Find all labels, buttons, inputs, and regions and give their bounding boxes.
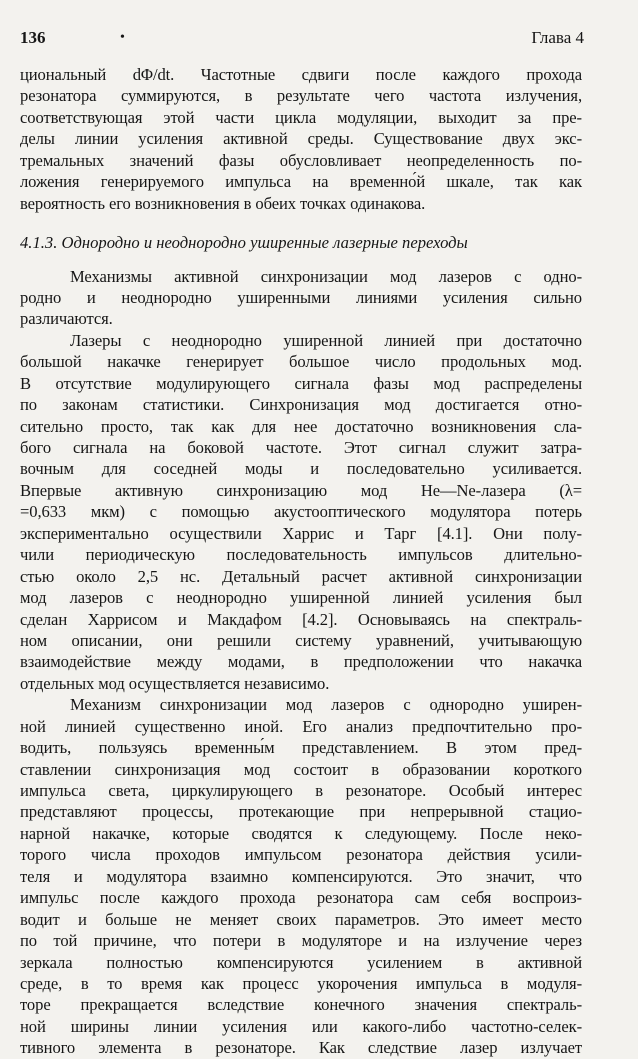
text-line: соответствующая этой части цикла модуляции, выходит за пре- <box>20 107 582 127</box>
text-line: торе прекращается вследствие конечного значения спектраль- <box>20 995 582 1015</box>
text-line: сделан Харрисом и Макдафом [4.2]. Основываясь на спектраль- <box>20 609 582 629</box>
text-line: импульс после каждого прохода резонатора сам себя воспроиз- <box>20 888 582 908</box>
text-line: делы линии усиления активной среды. Существование двух экс- <box>20 129 582 149</box>
text-line: теля и модулятора взаимно компенсируются. Это значит, что <box>20 866 582 886</box>
text-line: =0,633 мкм) с помощью акустооптического модулятора потерь <box>20 502 582 522</box>
text-line: Механизм синхронизации мод лазеров с однородно уширен- <box>70 695 582 715</box>
text-line: водить, пользуясь временны́м представлением. В этом пред- <box>20 738 582 758</box>
text-line: родно и неоднородно уширенными линиями усиления сильно <box>20 287 582 307</box>
text-line: В отсутствие модулирующего сигнала фазы мод распределены <box>20 373 582 393</box>
text-line: тивного элемента в резонаторе. Как следствие лазер излучает <box>20 1038 582 1058</box>
text-line: Лазеры с неоднородно уширенной линией при достаточно <box>70 330 582 350</box>
text-line: резонатора суммируются, в результате чего частота излучения, <box>20 86 582 106</box>
text-line: ставлении синхронизация мод состоит в образовании короткого <box>20 759 582 779</box>
text-line: торого числа проходов импульсом резонатора действия усили- <box>20 845 582 865</box>
text-line: ложения генерируемого импульса на временно́й шкале, так как <box>20 172 582 192</box>
text-line: импульса света, циркулирующего в резонаторе. Особый интерес <box>20 781 582 800</box>
text-line: Впервые активную синхронизацию мод He—Ne-лазера (λ= <box>20 480 582 500</box>
text-line: бого сигнала на боковой частоте. Этот сигнал служит затра- <box>20 438 582 457</box>
text-line: ной линией существенно иной. Его анализ предпочтительно про- <box>20 716 582 736</box>
text-line: по той причине, что потери в модуляторе и на излучение через <box>20 931 582 951</box>
text-line: циональный dΦ/dt. Частотные сдвиги после каждого прохода <box>20 65 582 84</box>
paragraph-4 <box>20 694 582 1058</box>
text-line: тремальных значений фазы обусловливает неопределенность по- <box>20 150 582 170</box>
text-line: стью около 2,5 нс. Детальный расчет активной синхронизации <box>20 566 582 586</box>
text-line: различаются. <box>20 309 113 329</box>
text-line: мод лазеров с неоднородно уширенной линией усиления был <box>20 588 582 608</box>
page-number: 136 <box>20 28 46 47</box>
text-line: Механизмы активной синхронизации мод лазеров с одно- <box>70 266 582 286</box>
text-line: водит и больше не меняет своих параметров. Это имеет место <box>20 909 582 929</box>
header-dot: • <box>120 30 125 45</box>
text-line: отдельных мод осуществляется независимо. <box>20 673 330 693</box>
text-line: вероятность его возникновения в обеих точках одинакова. <box>20 193 426 213</box>
text-line: вочным для соседней моды и последовательно усиливается. <box>20 459 582 479</box>
text-line: по законам статистики. Синхронизация мод достигается отно- <box>20 395 582 415</box>
text-line: чили периодическую последовательность импульсов длительно- <box>20 545 582 565</box>
section-heading: 4.1.3. Однородно и неоднородно уширенные лазерные переходы <box>20 233 468 253</box>
chapter-title: Глава 4 <box>531 28 584 47</box>
paragraph-1 <box>20 64 582 214</box>
text-line: среде, в то время как процесс укорочения импульса в модуля- <box>20 973 582 993</box>
text-line: ной ширины линии усиления или какого-либо частотно-селек- <box>20 1016 582 1036</box>
paragraph-3 <box>20 330 582 694</box>
text-line: нарной накачке, которые сводятся к следующему. После неко- <box>20 823 582 843</box>
text-line: взаимодействие между модами, в предположении что накачка <box>20 652 582 672</box>
paragraph-2 <box>20 266 582 330</box>
text-line: представляют процессы, протекающие при непрерывной стацио- <box>20 802 582 822</box>
page-header <box>20 26 584 50</box>
text-line: ном описании, они решили систему уравнений, учитывающую <box>20 630 582 650</box>
text-line: зеркала полностью компенсируются усилением в активной <box>20 952 582 972</box>
body-text <box>20 64 582 1059</box>
text-line: сительно просто, так как для нее достаточно возникновения сла- <box>20 416 582 436</box>
text-line: экспериментально осуществили Харрис и Тарг [4.1]. Они полу- <box>20 523 582 543</box>
text-line: большой накачке генерирует большое число продольных мод. <box>20 352 582 372</box>
